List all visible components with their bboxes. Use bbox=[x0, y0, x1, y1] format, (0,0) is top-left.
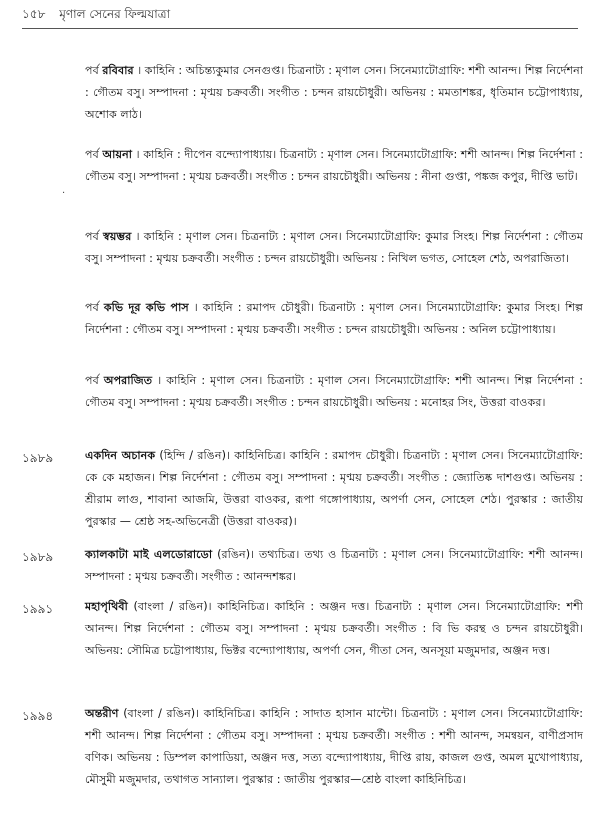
stray-dot: · bbox=[62, 188, 66, 199]
filmography-entry bbox=[85, 226, 583, 270]
entry-title: অপরাজিত bbox=[103, 374, 153, 387]
entry-title: একদিন অচানক bbox=[85, 449, 156, 462]
entry-prefix: পর্ব bbox=[85, 64, 103, 77]
entry-year: ১৯৯১ bbox=[22, 602, 54, 616]
filmography-entry bbox=[85, 370, 583, 414]
entry-title: কভি দূর কভি পাস bbox=[103, 301, 189, 314]
entry-text: । কাহিনি : দীপেন বন্দ্যোপাধ্যায়। চিত্রনাট্য : মৃণাল সেন। সিনেম্যাটোগ্রাফি: শশী আনন্দ। শিল্প নির্দেশনা : গৌতম বসু। সম্পাদনা : মৃণ্ময় চক্রবর্তী। সংগীত : চন্দন রায়চৌধুরী। অভিনয় : নীনা গুপ্তা, পঙ্কজ কপুর, দীপ্তি ভাট। bbox=[85, 148, 583, 183]
page-number: ১৫৮ bbox=[22, 7, 46, 21]
entry-title: রবিবার bbox=[102, 64, 134, 77]
entry-text: । কাহিনি : অচিন্ত্যকুমার সেনগুপ্ত। চিত্রনাট্য : মৃণাল সেন। সিনেম্যাটোগ্রাফি: শশী আনন্দ। শিল্প নির্দেশনা : গৌতম বসু। সম্পাদনা : মৃণ্ময় চক্রবর্তী। সংগীত : চন্দন রায়চৌধুরী। অভিনয় : মমতাশঙ্কর, ধৃতিমান চট্টোপাধ্যায়, অশোক লাঠ। bbox=[85, 64, 583, 121]
filmography-entry bbox=[85, 144, 583, 188]
filmography-entry bbox=[85, 544, 583, 588]
entry-year: ১৯৯৪ bbox=[22, 709, 54, 723]
book-title: মৃণাল সেনের ফিল্মযাত্রা bbox=[59, 7, 171, 21]
entry-title: মহাপৃথিবী bbox=[85, 600, 128, 613]
entry-text: (বাংলা / রঙিন)। কাহিনিচিত্র। কাহিনি : সাদাত হাসান মান্টো। চিত্রনাট্য : মৃণাল সেন। সিনেম্যাটোগ্রাফি: শশী আনন্দ। শিল্প নির্দেশনা : গৌতম বসু। সম্পাদনা : মৃণ্ময় চক্রবর্তী। সংগীত : শশী আনন্দ, সমন্বয়ন, বাণীপ্রসাদ বণিক। অভিনয় : ডিম্পল কাপাডিয়া, অঞ্জন দত্ত, সত্য বন্দ্যোপাধ্যায়, দীপ্তি রায়, কাজল গুপ্ত, অমল মুখোপাধ্যায়, মৌসুমী মজুমদার, তথাগত সান্যাল। পুরস্কার : জাতীয় পুরস্কার—শ্রেষ্ঠ বাংলা কাহিনিচিত্র। bbox=[85, 707, 583, 786]
entry-title: অন্তরীণ bbox=[85, 707, 119, 720]
filmography-entry bbox=[85, 703, 583, 791]
running-header bbox=[22, 6, 170, 26]
entry-text: (বাংলা / রঙিন)। কাহিনিচিত্র। কাহিনি : অঞ্জন দত্ত। চিত্রনাট্য : মৃণাল সেন। সিনেম্যাটোগ্রাফি: শশী আনন্দ। শিল্প নির্দেশনা : গৌতম বসু। সম্পাদনা : মৃণ্ময় চক্রবর্তী। সংগীত : বি ভি করন্থ ও চন্দন রায়চৌধুরী। অভিনয়: সৌমিত্র চট্টোপাধ্যায়, ভিক্টর বন্দ্যোপাধ্যায়, অপর্ণা সেন, গীতা সেন, অনসূয়া মজুমদার, অঞ্জন দত্ত। bbox=[85, 600, 583, 657]
entry-prefix: পর্ব bbox=[85, 148, 103, 161]
entry-title: আয়না bbox=[102, 148, 133, 161]
header-rule bbox=[22, 28, 578, 29]
entry-prefix: পর্ব bbox=[85, 374, 104, 387]
entry-text: । কাহিনি : রমাপদ চৌধুরী। চিত্রনাট্য : মৃণাল সেন। সিনেম্যাটোগ্রাফি: কুমার সিংহ। শিল্প নির্দেশনা : গৌতম বসু। সম্পাদনা : মৃণ্ময় চক্রবর্তী। সংগীত : চন্দন রায়চৌধুরী। অভিনয় : অনিল চট্টোপাধ্যায়। bbox=[85, 301, 583, 336]
entry-title: ক্যালকাটা মাই এলডোরাডো bbox=[85, 548, 213, 561]
entry-text: । কাহিনি : মৃণাল সেন। চিত্রনাট্য : মৃণাল সেন। সিনেম্যাটোগ্রাফি: কুমার সিংহ। শিল্প নির্দেশনা : গৌতম বসু। সম্পাদনা : মৃণ্ময় চক্রবর্তী। সংগীত : চন্দন রায়চৌধুরী। অভিনয় : নিখিল ভগত, সোহেল শেঠ, অপরাজিতা। bbox=[85, 230, 583, 265]
filmography-entry bbox=[85, 297, 583, 341]
entry-title: স্বয়ম্ভর bbox=[103, 230, 132, 243]
entry-prefix: পর্ব bbox=[85, 230, 104, 243]
entry-text: । কাহিনি : মৃণাল সেন। চিত্রনাট্য : মৃণাল সেন। সিনেম্যাটোগ্রাফি: শশী আনন্দ। শিল্প নির্দেশনা : গৌতম বসু। সম্পাদনা : মৃণ্ময় চক্রবর্তী। সংগীত : চন্দন রায়চৌধুরী। অভিনয় : মনোহর সিং, উত্তরা বাওকর। bbox=[85, 374, 583, 409]
entry-year: ১৯৮৯ bbox=[22, 550, 54, 564]
filmography-entry bbox=[85, 60, 583, 126]
entry-text: (রঙিন)। তথ্যচিত্র। তথ্য ও চিত্রনাট্য : মৃণাল সেন। সিনেম্যাটোগ্রাফি: শশী আনন্দ। সম্পাদনা : মৃণ্ময় চক্রবর্তী। সংগীত : আনন্দশঙ্কর। bbox=[85, 548, 583, 583]
entry-prefix: পর্ব bbox=[85, 301, 104, 314]
entry-year: ১৯৮৯ bbox=[22, 451, 54, 465]
entry-text: (হিন্দি / রঙিন)। কাহিনিচিত্র। কাহিনি : রমাপদ চৌধুরী। চিত্রনাট্য : মৃণাল সেন। সিনেম্যাটোগ্রাফি: কে কে মহাজন। শিল্প নির্দেশনা : গৌতম বসু। সম্পাদনা : মৃণ্ময় চক্রবর্তী। সংগীত : জ্যোতিষ্ক দাশগুপ্ত। অভিনয় : শ্রীরাম লাগু, শাবানা আজমি, উত্তরা বাওকর, রূপা গঙ্গোপাধ্যায়, অপর্ণা সেন, সোহেল শেঠ। পুরস্কার : জাতীয় পুরস্কার — শ্রেষ্ঠ সহ-অভিনেত্রী (উত্তরা বাওকর)। bbox=[85, 449, 583, 528]
filmography-entry bbox=[85, 596, 583, 662]
filmography-entry bbox=[85, 445, 583, 533]
